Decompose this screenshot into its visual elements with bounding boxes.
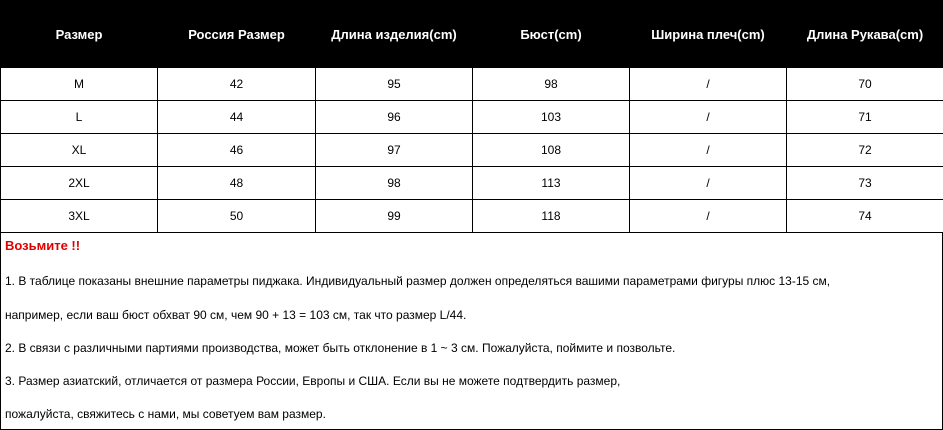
table-cell: 108 — [473, 134, 630, 167]
note-line: 3. Размер азиатский, отличается от размера России, Европы и США. Если вы не можете подтвердить размер, — [5, 374, 621, 388]
table-row — [1, 134, 943, 167]
table-cell: 71 — [787, 101, 943, 134]
header-length: Длина изделия(cm) — [316, 1, 473, 68]
table-cell: 118 — [473, 200, 630, 233]
table-cell: 96 — [316, 101, 473, 134]
table-header-row — [1, 1, 943, 68]
table-cell: / — [630, 101, 787, 134]
table-cell: 99 — [316, 200, 473, 233]
table-cell: 73 — [787, 167, 943, 200]
table-cell: 98 — [473, 68, 630, 101]
table-cell: 48 — [158, 167, 316, 200]
table-cell: 72 — [787, 134, 943, 167]
header-russia-size: Россия Размер — [158, 1, 316, 68]
table-cell: 2XL — [1, 167, 158, 200]
table-row — [1, 68, 943, 101]
table-cell: 70 — [787, 68, 943, 101]
table-cell: 42 — [158, 68, 316, 101]
table-row — [1, 200, 943, 233]
table-cell: L — [1, 101, 158, 134]
warning-heading: Возьмите !! — [5, 238, 81, 253]
header-shoulder: Ширина плеч(cm) — [630, 1, 787, 68]
note-line: например, если ваш бюст обхват 90 см, чем 90 + 13 = 103 см, так что размер L/44. — [5, 308, 467, 322]
header-bust: Бюст(cm) — [473, 1, 630, 68]
table-cell: 98 — [316, 167, 473, 200]
table-cell: 44 — [158, 101, 316, 134]
table-cell: XL — [1, 134, 158, 167]
note-line: 1. В таблице показаны внешние параметры пиджака. Индивидуальный размер должен определяться вашими параметрами фигуры плюс 13-15 см, — [5, 274, 831, 288]
table-cell: 103 — [473, 101, 630, 134]
table-cell: 97 — [316, 134, 473, 167]
header-sleeve: Длина Рукава(cm) — [787, 1, 943, 68]
note-line: пожалуйста, свяжитесь с нами, мы советуем вам размер. — [5, 407, 326, 421]
table-cell: 50 — [158, 200, 316, 233]
table-row — [1, 167, 943, 200]
header-size: Размер — [1, 1, 158, 68]
table-cell: / — [630, 68, 787, 101]
table-cell: 74 — [787, 200, 943, 233]
note-line: 2. В связи с различными партиями производства, может быть отклонение в 1 ~ 3 см. Пожалуйста, поймите и позвольте. — [5, 341, 676, 355]
table-row — [1, 101, 943, 134]
table-cell: / — [630, 134, 787, 167]
table-cell: 113 — [473, 167, 630, 200]
notes-panel — [0, 232, 943, 430]
table-cell: 95 — [316, 68, 473, 101]
table-cell: / — [630, 167, 787, 200]
table-cell: / — [630, 200, 787, 233]
table-cell: 46 — [158, 134, 316, 167]
table-cell: M — [1, 68, 158, 101]
table-cell: 3XL — [1, 200, 158, 233]
